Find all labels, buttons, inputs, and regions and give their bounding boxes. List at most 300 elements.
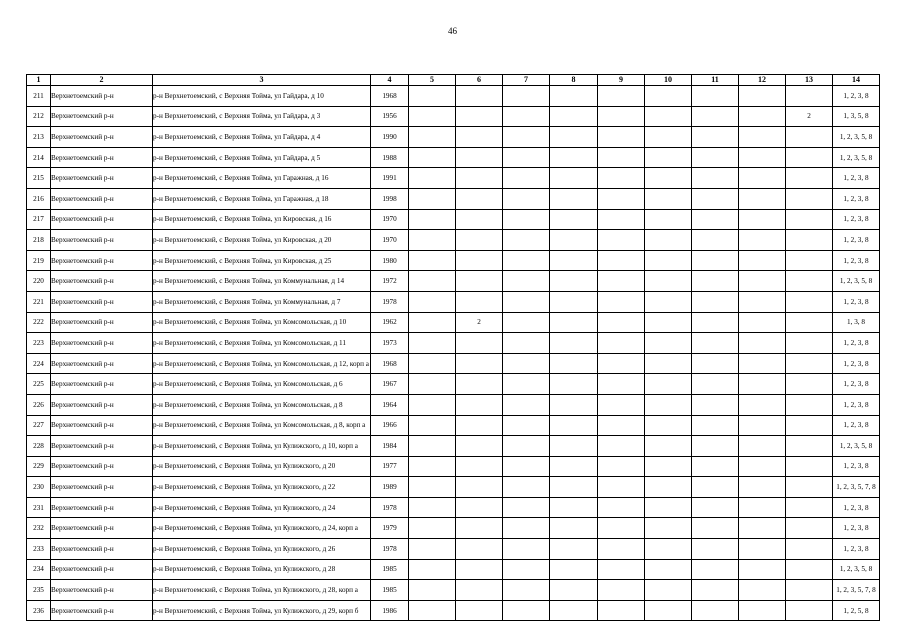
table-row <box>27 230 880 251</box>
col11-cell <box>692 394 739 415</box>
column-header: 5 <box>409 75 456 86</box>
col5-cell <box>409 333 456 354</box>
col9-cell <box>598 147 645 168</box>
table-body <box>27 86 880 621</box>
col5-cell <box>409 86 456 107</box>
col9-cell <box>598 374 645 395</box>
col13-cell <box>786 230 833 251</box>
district-cell: Верхнетоемский р-н <box>51 374 153 395</box>
col12-cell <box>739 127 786 148</box>
col11-cell <box>692 230 739 251</box>
col8-cell <box>550 168 598 189</box>
col7-cell <box>503 168 550 189</box>
year-cell: 1968 <box>371 86 409 107</box>
table-row <box>27 477 880 498</box>
col10-cell <box>645 415 692 436</box>
district-cell: Верхнетоемский р-н <box>51 209 153 230</box>
address-cell: р-н Верхнетоемский, с Верхняя Тойма, ул Комсомольская, д 6 <box>153 374 371 395</box>
col5-cell <box>409 168 456 189</box>
district-cell: Верхнетоемский р-н <box>51 86 153 107</box>
col9-cell <box>598 580 645 601</box>
year-cell: 1967 <box>371 374 409 395</box>
table-row <box>27 209 880 230</box>
district-cell: Верхнетоемский р-н <box>51 271 153 292</box>
table-row <box>27 497 880 518</box>
col12-cell <box>739 271 786 292</box>
column-header: 8 <box>550 75 598 86</box>
year-cell: 1966 <box>371 415 409 436</box>
col13-cell: 2 <box>786 106 833 127</box>
col13-cell <box>786 559 833 580</box>
district-cell: Верхнетоемский р-н <box>51 250 153 271</box>
address-cell: р-н Верхнетоемский, с Верхняя Тойма, ул Кулижского, д 28, корп а <box>153 580 371 601</box>
col5-cell <box>409 312 456 333</box>
table-row <box>27 374 880 395</box>
col13-cell <box>786 168 833 189</box>
col13-cell <box>786 291 833 312</box>
col10-cell <box>645 127 692 148</box>
col9-cell <box>598 230 645 251</box>
district-cell: Верхнетоемский р-н <box>51 518 153 539</box>
row-number-cell: 220 <box>27 271 51 292</box>
table-row <box>27 168 880 189</box>
col14-cell: 1, 2, 3, 8 <box>833 188 880 209</box>
col5-cell <box>409 518 456 539</box>
col13-cell <box>786 333 833 354</box>
col12-cell <box>739 188 786 209</box>
col12-cell <box>739 456 786 477</box>
year-cell: 1977 <box>371 456 409 477</box>
col8-cell <box>550 539 598 560</box>
col7-cell <box>503 271 550 292</box>
col10-cell <box>645 86 692 107</box>
district-cell: Верхнетоемский р-н <box>51 291 153 312</box>
col6-cell <box>456 436 503 457</box>
year-cell: 1968 <box>371 353 409 374</box>
year-cell: 1980 <box>371 250 409 271</box>
table-row <box>27 188 880 209</box>
col9-cell <box>598 436 645 457</box>
col5-cell <box>409 374 456 395</box>
col5-cell <box>409 580 456 601</box>
col9-cell <box>598 353 645 374</box>
col8-cell <box>550 477 598 498</box>
col10-cell <box>645 168 692 189</box>
col12-cell <box>739 291 786 312</box>
address-cell: р-н Верхнетоемский, с Верхняя Тойма, ул Комсомольская, д 11 <box>153 333 371 354</box>
col14-cell: 1, 2, 3, 8 <box>833 86 880 107</box>
col10-cell <box>645 436 692 457</box>
year-cell: 1956 <box>371 106 409 127</box>
col7-cell <box>503 291 550 312</box>
table-row <box>27 394 880 415</box>
year-cell: 1984 <box>371 436 409 457</box>
year-cell: 1990 <box>371 127 409 148</box>
col8-cell <box>550 230 598 251</box>
col11-cell <box>692 168 739 189</box>
col9-cell <box>598 188 645 209</box>
col12-cell <box>739 353 786 374</box>
column-header: 10 <box>645 75 692 86</box>
col10-cell <box>645 291 692 312</box>
col12-cell <box>739 106 786 127</box>
address-cell: р-н Верхнетоемский, с Верхняя Тойма, ул Комсомольская, д 10 <box>153 312 371 333</box>
col6-cell <box>456 374 503 395</box>
district-cell: Верхнетоемский р-н <box>51 106 153 127</box>
col11-cell <box>692 456 739 477</box>
col8-cell <box>550 291 598 312</box>
col5-cell <box>409 271 456 292</box>
col9-cell <box>598 497 645 518</box>
col12-cell <box>739 147 786 168</box>
col8-cell <box>550 456 598 477</box>
col6-cell <box>456 188 503 209</box>
address-cell: р-н Верхнетоемский, с Верхняя Тойма, ул Кулижского, д 24 <box>153 497 371 518</box>
row-number-cell: 229 <box>27 456 51 477</box>
col6-cell: 2 <box>456 312 503 333</box>
table-row <box>27 147 880 168</box>
col12-cell <box>739 600 786 621</box>
col6-cell <box>456 250 503 271</box>
col10-cell <box>645 374 692 395</box>
col11-cell <box>692 518 739 539</box>
table-row <box>27 333 880 354</box>
col9-cell <box>598 271 645 292</box>
col10-cell <box>645 559 692 580</box>
row-number-cell: 226 <box>27 394 51 415</box>
col5-cell <box>409 477 456 498</box>
col13-cell <box>786 271 833 292</box>
col11-cell <box>692 127 739 148</box>
col14-cell: 1, 2, 3, 8 <box>833 374 880 395</box>
district-cell: Верхнетоемский р-н <box>51 600 153 621</box>
col14-cell: 1, 2, 3, 5, 8 <box>833 147 880 168</box>
col7-cell <box>503 497 550 518</box>
col11-cell <box>692 209 739 230</box>
col14-cell: 1, 2, 3, 8 <box>833 456 880 477</box>
col13-cell <box>786 518 833 539</box>
table-row <box>27 271 880 292</box>
address-cell: р-н Верхнетоемский, с Верхняя Тойма, ул Кулижского, д 26 <box>153 539 371 560</box>
col8-cell <box>550 600 598 621</box>
col10-cell <box>645 188 692 209</box>
address-cell: р-н Верхнетоемский, с Верхняя Тойма, ул Кулижского, д 10, корп а <box>153 436 371 457</box>
col12-cell <box>739 168 786 189</box>
col6-cell <box>456 106 503 127</box>
col6-cell <box>456 168 503 189</box>
col7-cell <box>503 580 550 601</box>
col5-cell <box>409 539 456 560</box>
col12-cell <box>739 415 786 436</box>
col10-cell <box>645 580 692 601</box>
table-row <box>27 86 880 107</box>
district-cell: Верхнетоемский р-н <box>51 147 153 168</box>
col7-cell <box>503 312 550 333</box>
col14-cell: 1, 2, 3, 8 <box>833 291 880 312</box>
address-cell: р-н Верхнетоемский, с Верхняя Тойма, ул Комсомольская, д 8 <box>153 394 371 415</box>
col9-cell <box>598 600 645 621</box>
col11-cell <box>692 271 739 292</box>
col8-cell <box>550 86 598 107</box>
col8-cell <box>550 147 598 168</box>
col5-cell <box>409 250 456 271</box>
header-row <box>27 75 880 86</box>
row-number-cell: 235 <box>27 580 51 601</box>
year-cell: 1985 <box>371 559 409 580</box>
row-number-cell: 223 <box>27 333 51 354</box>
col13-cell <box>786 477 833 498</box>
year-cell: 1972 <box>371 271 409 292</box>
col9-cell <box>598 106 645 127</box>
col13-cell <box>786 147 833 168</box>
district-cell: Верхнетоемский р-н <box>51 559 153 580</box>
district-cell: Верхнетоемский р-н <box>51 456 153 477</box>
col7-cell <box>503 559 550 580</box>
col5-cell <box>409 230 456 251</box>
col6-cell <box>456 86 503 107</box>
col9-cell <box>598 168 645 189</box>
table-row <box>27 539 880 560</box>
col7-cell <box>503 127 550 148</box>
address-cell: р-н Верхнетоемский, с Верхняя Тойма, ул Гайдара, д 4 <box>153 127 371 148</box>
col7-cell <box>503 333 550 354</box>
col11-cell <box>692 415 739 436</box>
col14-cell: 1, 2, 3, 8 <box>833 230 880 251</box>
col6-cell <box>456 230 503 251</box>
col11-cell <box>692 477 739 498</box>
col5-cell <box>409 106 456 127</box>
district-cell: Верхнетоемский р-н <box>51 312 153 333</box>
col6-cell <box>456 477 503 498</box>
row-number-cell: 218 <box>27 230 51 251</box>
district-cell: Верхнетоемский р-н <box>51 168 153 189</box>
col5-cell <box>409 127 456 148</box>
col8-cell <box>550 333 598 354</box>
col13-cell <box>786 250 833 271</box>
col7-cell <box>503 518 550 539</box>
address-cell: р-н Верхнетоемский, с Верхняя Тойма, ул Коммунальная, д 14 <box>153 271 371 292</box>
col8-cell <box>550 580 598 601</box>
col12-cell <box>739 250 786 271</box>
table-row <box>27 291 880 312</box>
year-cell: 1970 <box>371 209 409 230</box>
col14-cell: 1, 2, 3, 8 <box>833 394 880 415</box>
col10-cell <box>645 250 692 271</box>
col11-cell <box>692 497 739 518</box>
col11-cell <box>692 353 739 374</box>
col11-cell <box>692 106 739 127</box>
address-cell: р-н Верхнетоемский, с Верхняя Тойма, ул Комсомольская, д 12, корп а <box>153 353 371 374</box>
row-number-cell: 236 <box>27 600 51 621</box>
col7-cell <box>503 188 550 209</box>
district-cell: Верхнетоемский р-н <box>51 477 153 498</box>
col12-cell <box>739 230 786 251</box>
col10-cell <box>645 209 692 230</box>
row-number-cell: 228 <box>27 436 51 457</box>
col7-cell <box>503 353 550 374</box>
col14-cell: 1, 2, 3, 8 <box>833 539 880 560</box>
district-cell: Верхнетоемский р-н <box>51 415 153 436</box>
col6-cell <box>456 394 503 415</box>
col12-cell <box>739 436 786 457</box>
year-cell: 1979 <box>371 518 409 539</box>
col14-cell: 1, 2, 3, 5, 8 <box>833 436 880 457</box>
col12-cell <box>739 333 786 354</box>
address-cell: р-н Верхнетоемский, с Верхняя Тойма, ул Кулижского, д 24, корп а <box>153 518 371 539</box>
col12-cell <box>739 209 786 230</box>
col8-cell <box>550 394 598 415</box>
col6-cell <box>456 209 503 230</box>
col6-cell <box>456 497 503 518</box>
year-cell: 1978 <box>371 497 409 518</box>
col13-cell <box>786 188 833 209</box>
col11-cell <box>692 600 739 621</box>
address-cell: р-н Верхнетоемский, с Верхняя Тойма, ул Комсомольская, д 8, корп а <box>153 415 371 436</box>
col6-cell <box>456 147 503 168</box>
address-cell: р-н Верхнетоемский, с Верхняя Тойма, ул Кулижского, д 28 <box>153 559 371 580</box>
col9-cell <box>598 477 645 498</box>
col6-cell <box>456 333 503 354</box>
col14-cell: 1, 2, 5, 8 <box>833 600 880 621</box>
address-cell: р-н Верхнетоемский, с Верхняя Тойма, ул Гайдара, д 5 <box>153 147 371 168</box>
column-header: 7 <box>503 75 550 86</box>
year-cell: 1978 <box>371 539 409 560</box>
col6-cell <box>456 559 503 580</box>
column-header: 13 <box>786 75 833 86</box>
col9-cell <box>598 559 645 580</box>
col10-cell <box>645 518 692 539</box>
address-cell: р-н Верхнетоемский, с Верхняя Тойма, ул Коммунальная, д 7 <box>153 291 371 312</box>
district-cell: Верхнетоемский р-н <box>51 394 153 415</box>
year-cell: 1964 <box>371 394 409 415</box>
col9-cell <box>598 539 645 560</box>
col12-cell <box>739 559 786 580</box>
col10-cell <box>645 456 692 477</box>
col7-cell <box>503 106 550 127</box>
district-cell: Верхнетоемский р-н <box>51 333 153 354</box>
col7-cell <box>503 86 550 107</box>
col13-cell <box>786 539 833 560</box>
table-row <box>27 559 880 580</box>
col11-cell <box>692 147 739 168</box>
column-header: 2 <box>51 75 153 86</box>
col8-cell <box>550 188 598 209</box>
col14-cell: 1, 2, 3, 5, 8 <box>833 127 880 148</box>
col14-cell: 1, 2, 3, 8 <box>833 415 880 436</box>
table-row <box>27 353 880 374</box>
district-cell: Верхнетоемский р-н <box>51 580 153 601</box>
col5-cell <box>409 291 456 312</box>
col9-cell <box>598 415 645 436</box>
year-cell: 1973 <box>371 333 409 354</box>
col13-cell <box>786 394 833 415</box>
col6-cell <box>456 271 503 292</box>
col12-cell <box>739 497 786 518</box>
col10-cell <box>645 600 692 621</box>
table-row <box>27 415 880 436</box>
column-header: 6 <box>456 75 503 86</box>
col10-cell <box>645 106 692 127</box>
col9-cell <box>598 333 645 354</box>
table-row <box>27 106 880 127</box>
district-cell: Верхнетоемский р-н <box>51 127 153 148</box>
col11-cell <box>692 580 739 601</box>
col14-cell: 1, 2, 3, 5, 8 <box>833 559 880 580</box>
col8-cell <box>550 436 598 457</box>
col8-cell <box>550 250 598 271</box>
col6-cell <box>456 127 503 148</box>
col14-cell: 1, 3, 5, 8 <box>833 106 880 127</box>
col12-cell <box>739 539 786 560</box>
row-number-cell: 215 <box>27 168 51 189</box>
row-number-cell: 214 <box>27 147 51 168</box>
col13-cell <box>786 374 833 395</box>
col5-cell <box>409 188 456 209</box>
col5-cell <box>409 456 456 477</box>
col5-cell <box>409 600 456 621</box>
table-row <box>27 600 880 621</box>
col5-cell <box>409 353 456 374</box>
col12-cell <box>739 374 786 395</box>
col8-cell <box>550 559 598 580</box>
col9-cell <box>598 312 645 333</box>
col11-cell <box>692 86 739 107</box>
col7-cell <box>503 394 550 415</box>
col7-cell <box>503 250 550 271</box>
col9-cell <box>598 250 645 271</box>
address-cell: р-н Верхнетоемский, с Верхняя Тойма, ул Кулижского, д 20 <box>153 456 371 477</box>
col7-cell <box>503 436 550 457</box>
col8-cell <box>550 518 598 539</box>
col10-cell <box>645 353 692 374</box>
address-cell: р-н Верхнетоемский, с Верхняя Тойма, ул Кулижского, д 22 <box>153 477 371 498</box>
district-cell: Верхнетоемский р-н <box>51 353 153 374</box>
row-number-cell: 230 <box>27 477 51 498</box>
col11-cell <box>692 291 739 312</box>
col10-cell <box>645 147 692 168</box>
table-row <box>27 312 880 333</box>
col6-cell <box>456 539 503 560</box>
row-number-cell: 217 <box>27 209 51 230</box>
col7-cell <box>503 539 550 560</box>
col12-cell <box>739 477 786 498</box>
row-number-cell: 216 <box>27 188 51 209</box>
year-cell: 1985 <box>371 580 409 601</box>
year-cell: 1978 <box>371 291 409 312</box>
col13-cell <box>786 580 833 601</box>
district-cell: Верхнетоемский р-н <box>51 436 153 457</box>
page-number: 46 <box>448 26 457 36</box>
col7-cell <box>503 600 550 621</box>
column-header: 9 <box>598 75 645 86</box>
housing-registry-table <box>26 74 880 621</box>
col10-cell <box>645 271 692 292</box>
col13-cell <box>786 497 833 518</box>
year-cell: 1991 <box>371 168 409 189</box>
col14-cell: 1, 2, 3, 8 <box>833 333 880 354</box>
col10-cell <box>645 477 692 498</box>
address-cell: р-н Верхнетоемский, с Верхняя Тойма, ул Кулижского, д 29, корп б <box>153 600 371 621</box>
col7-cell <box>503 415 550 436</box>
address-cell: р-н Верхнетоемский, с Верхняя Тойма, ул Кировская, д 16 <box>153 209 371 230</box>
col10-cell <box>645 312 692 333</box>
year-cell: 1970 <box>371 230 409 251</box>
col8-cell <box>550 353 598 374</box>
col9-cell <box>598 127 645 148</box>
column-header: 14 <box>833 75 880 86</box>
col6-cell <box>456 291 503 312</box>
col11-cell <box>692 374 739 395</box>
